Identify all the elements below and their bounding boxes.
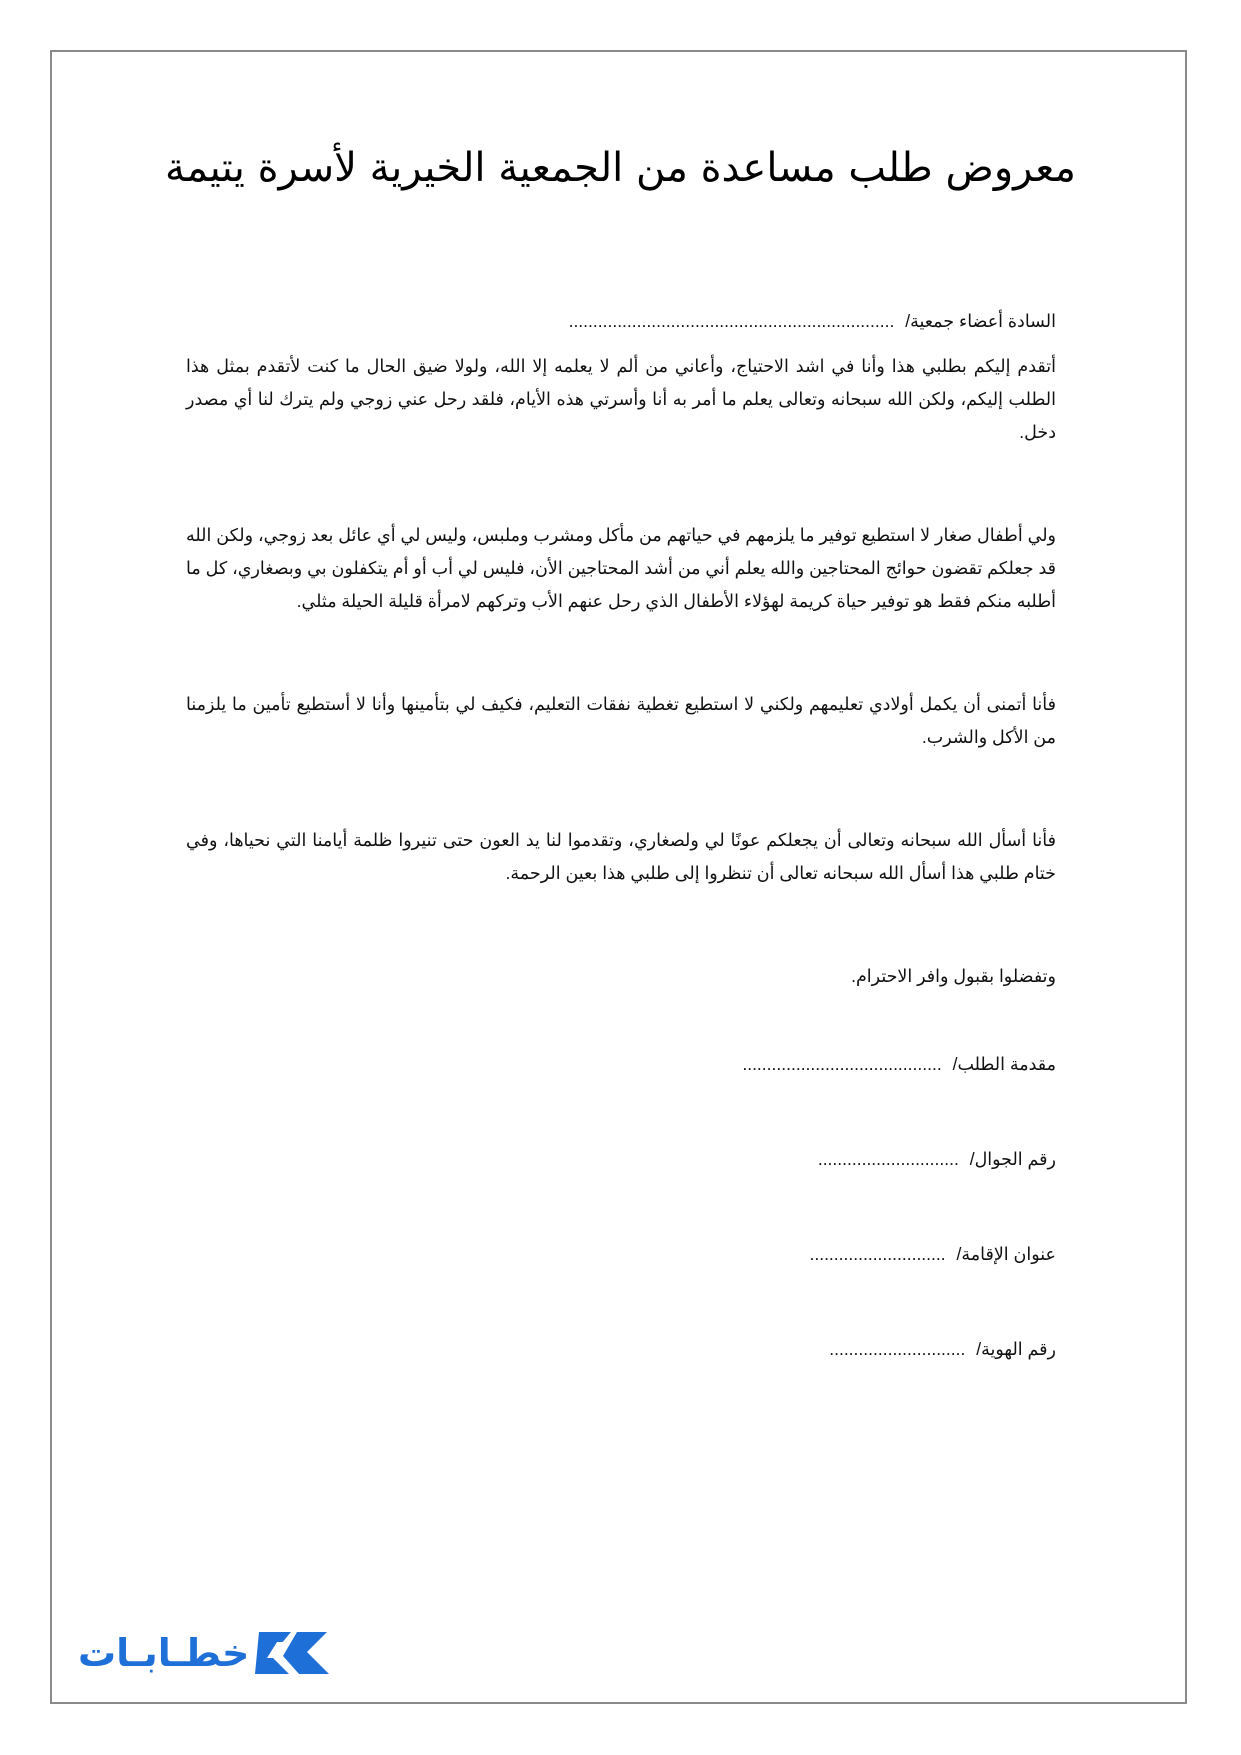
- paragraph-4: فأنا أسأل الله سبحانه وتعالى أن يجعلكم عونًا لي ولصغاري، وتقدموا لنا يد العون حتى تنيروا ظلمة أيامنا التي نحياها، وفي ختام طلبي هذا أسأل الله سبحانه تعالى أن تنظروا إلى طلبي هذا بعين الرحمة.: [186, 830, 1056, 883]
- paragraph-3: فأنا أتمنى أن يكمل أولادي تعليمهم ولكني لا استطيع تغطية نفقات التعليم، فكيف لي بتأمينها وأنا لا أستطيع تأمين ما يلزمنا من الأكل والشرب.: [186, 694, 1056, 747]
- salutation-label: السادة أعضاء جمعية/: [905, 311, 1056, 331]
- field-address: [186, 1238, 1056, 1271]
- field-applicant-dots: .........................................: [742, 1054, 942, 1074]
- field-id-label: رقم الهوية/: [976, 1339, 1056, 1359]
- closing-line: وتفضلوا بقبول وافر الاحترام.: [851, 966, 1056, 986]
- logo-mark-icon: [251, 1628, 333, 1678]
- logo-text: خطـابـات: [78, 1631, 250, 1675]
- paragraph-1: أتقدم إليكم بطلبي هذا وأنا في اشد الاحتياج، وأعاني من ألم لا يعلمه إلا الله، ولولا ضيق الحال ما كنت لأتقدم بمثل هذا الطلب إليكم، ولكن الله سبحانه وتعالى يعلم ما أمر به أنا وأسرتي هذه الأيام، فلقد رحل عني زوجي ولم يترك لنا أي مصدر دخل.: [186, 356, 1056, 442]
- salutation-line: [186, 305, 1056, 338]
- field-applicant-label: مقدمة الطلب/: [952, 1054, 1056, 1074]
- field-applicant: [186, 1048, 1056, 1081]
- khitabat-logo: [78, 1628, 333, 1678]
- field-mobile-label: رقم الجوال/: [969, 1149, 1056, 1169]
- field-address-dots: ............................: [809, 1244, 946, 1264]
- field-mobile-dots: .............................: [817, 1149, 959, 1169]
- document-title: معروض طلب مساعدة من الجمعية الخيرية لأسرة يتيمة: [165, 145, 1076, 191]
- field-mobile: [186, 1143, 1056, 1176]
- paragraph-2: ولي أطفال صغار لا استطيع توفير ما يلزمهم في حياتهم من مأكل ومشرب وملبس، وليس لي أي عائل بعد زوجي، ولكن الله قد جعلكم تقضون حوائج المحتاجين والله يعلم أني من أشد المحتاجين الأن، فليس لي أب أو أم يتكفلون بي وبصغاري، كل ما أطلبه منكم فقط هو توفير حياة كريمة لهؤلاء الأطفال الذي رحل عنهم الأب وتركهم لامرأة قليلة الحيلة مثلي.: [186, 525, 1056, 611]
- field-address-label: عنوان الإقامة/: [956, 1244, 1056, 1264]
- field-id: [186, 1333, 1056, 1366]
- letter-body: [186, 305, 1056, 1366]
- salutation-dots: ...................................................................: [568, 311, 895, 331]
- field-id-dots: ............................: [829, 1339, 966, 1359]
